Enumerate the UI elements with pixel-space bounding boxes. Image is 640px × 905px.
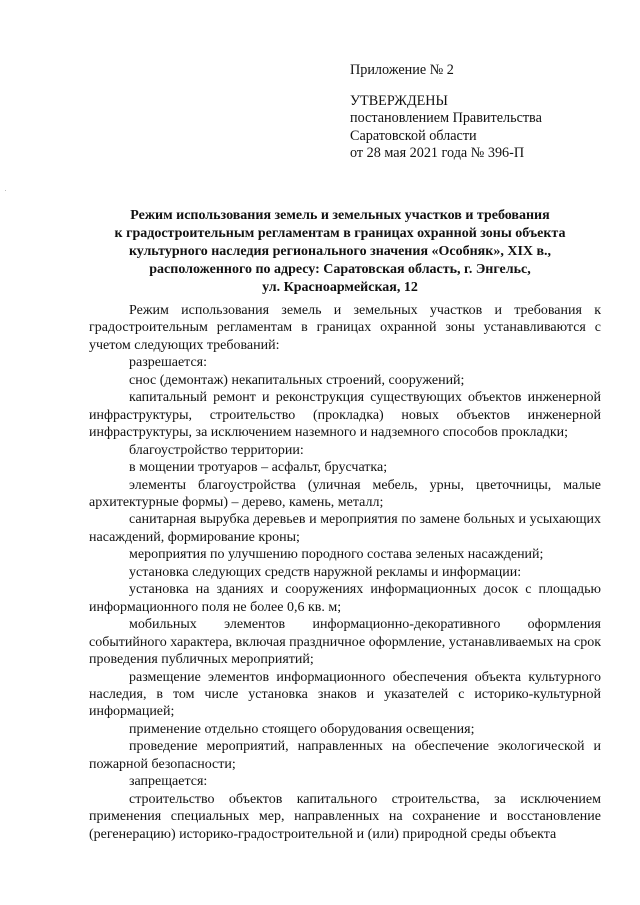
title-line: расположенного по адресу: Саратовская область, г. Энгельс, (149, 262, 531, 277)
document-title (80, 207, 600, 297)
list-paragraph: проведение мероприятий, направленных на обеспечение экологической и пожарной безопасности; (89, 739, 601, 772)
list-paragraph: применение отдельно стоящего оборудования освещения; (129, 721, 475, 737)
approval-line: постановлением Правительства (350, 110, 542, 126)
list-paragraph: элементы благоустройства (уличная мебель, урны, цветочницы, малые архитектурные формы) – дерево, камень, металл; (89, 477, 601, 510)
title-line: культурного наследия регионального значения «Особняк», XIX в., (128, 244, 552, 259)
approved-label: УТВЕРЖДЕНЫ (350, 92, 448, 109)
prohibited-heading: запрещается: (129, 774, 208, 790)
title-line: ул. Красноармейская, 12 (262, 280, 418, 295)
list-paragraph: размещение элементов информационного обеспечения объекта культурного наследия, в том числе установка знаков и указателей с историко-культурной информацией; (89, 669, 601, 720)
annex-number: Приложение № 2 (350, 62, 454, 78)
approval-line: от 28 мая 2021 года № 396-П (350, 145, 525, 161)
title-line: Режим использования земель и земельных участков и требования (130, 208, 550, 223)
list-paragraph: санитарная вырубка деревьев и мероприятия по замене больных и усыхающих насаждений, формирование кроны; (89, 512, 601, 545)
list-paragraph: снос (демонтаж) некапитальных строений, сооружений; (129, 372, 465, 388)
title-line: к градостроительным регламентам в границах охранной зоны объекта (114, 226, 566, 241)
list-paragraph: благоустройство территории: (129, 442, 304, 458)
document-body (89, 302, 601, 843)
list-paragraph: мероприятия по улучшению породного состава зеленых насаждений; (129, 547, 544, 563)
list-paragraph: установка следующих средств наружной рекламы и информации: (129, 564, 522, 580)
intro-paragraph: Режим использования земель и земельных участков и требования к градостроительным регламентам в границах охранной зоны устанавливаются с учетом следующих требований: (89, 303, 601, 353)
allowed-heading: разрешается: (129, 355, 207, 371)
list-paragraph: в мощении тротуаров – асфальт, брусчатка; (129, 460, 388, 476)
approval-block (350, 62, 610, 163)
list-paragraph: установка на зданиях и сооружениях информационных досок с площадью информационного поля не более 0,6 кв. м; (89, 582, 601, 615)
margin-mark (5, 190, 6, 191)
list-paragraph: строительство объектов капитального строительства, за исключением применения специальных мер, направленных на сохранение и восстановление (регенерацию) историко-градостроительной и (или) природной среды объекта (89, 791, 601, 842)
list-paragraph: мобильных элементов информационно-декоративного оформления событийного характера, включая праздничное оформление, устанавливаемых на срок проведения публичных мероприятий; (89, 617, 601, 668)
approval-line: Саратовской области (350, 127, 477, 144)
list-paragraph: капитальный ремонт и реконструкция существующих объектов инженерной инфраструктуры, строительство (прокладка) новых объектов инженерной инфраструктуры, за исключением наземного и надземного способов прокладки; (89, 390, 601, 441)
